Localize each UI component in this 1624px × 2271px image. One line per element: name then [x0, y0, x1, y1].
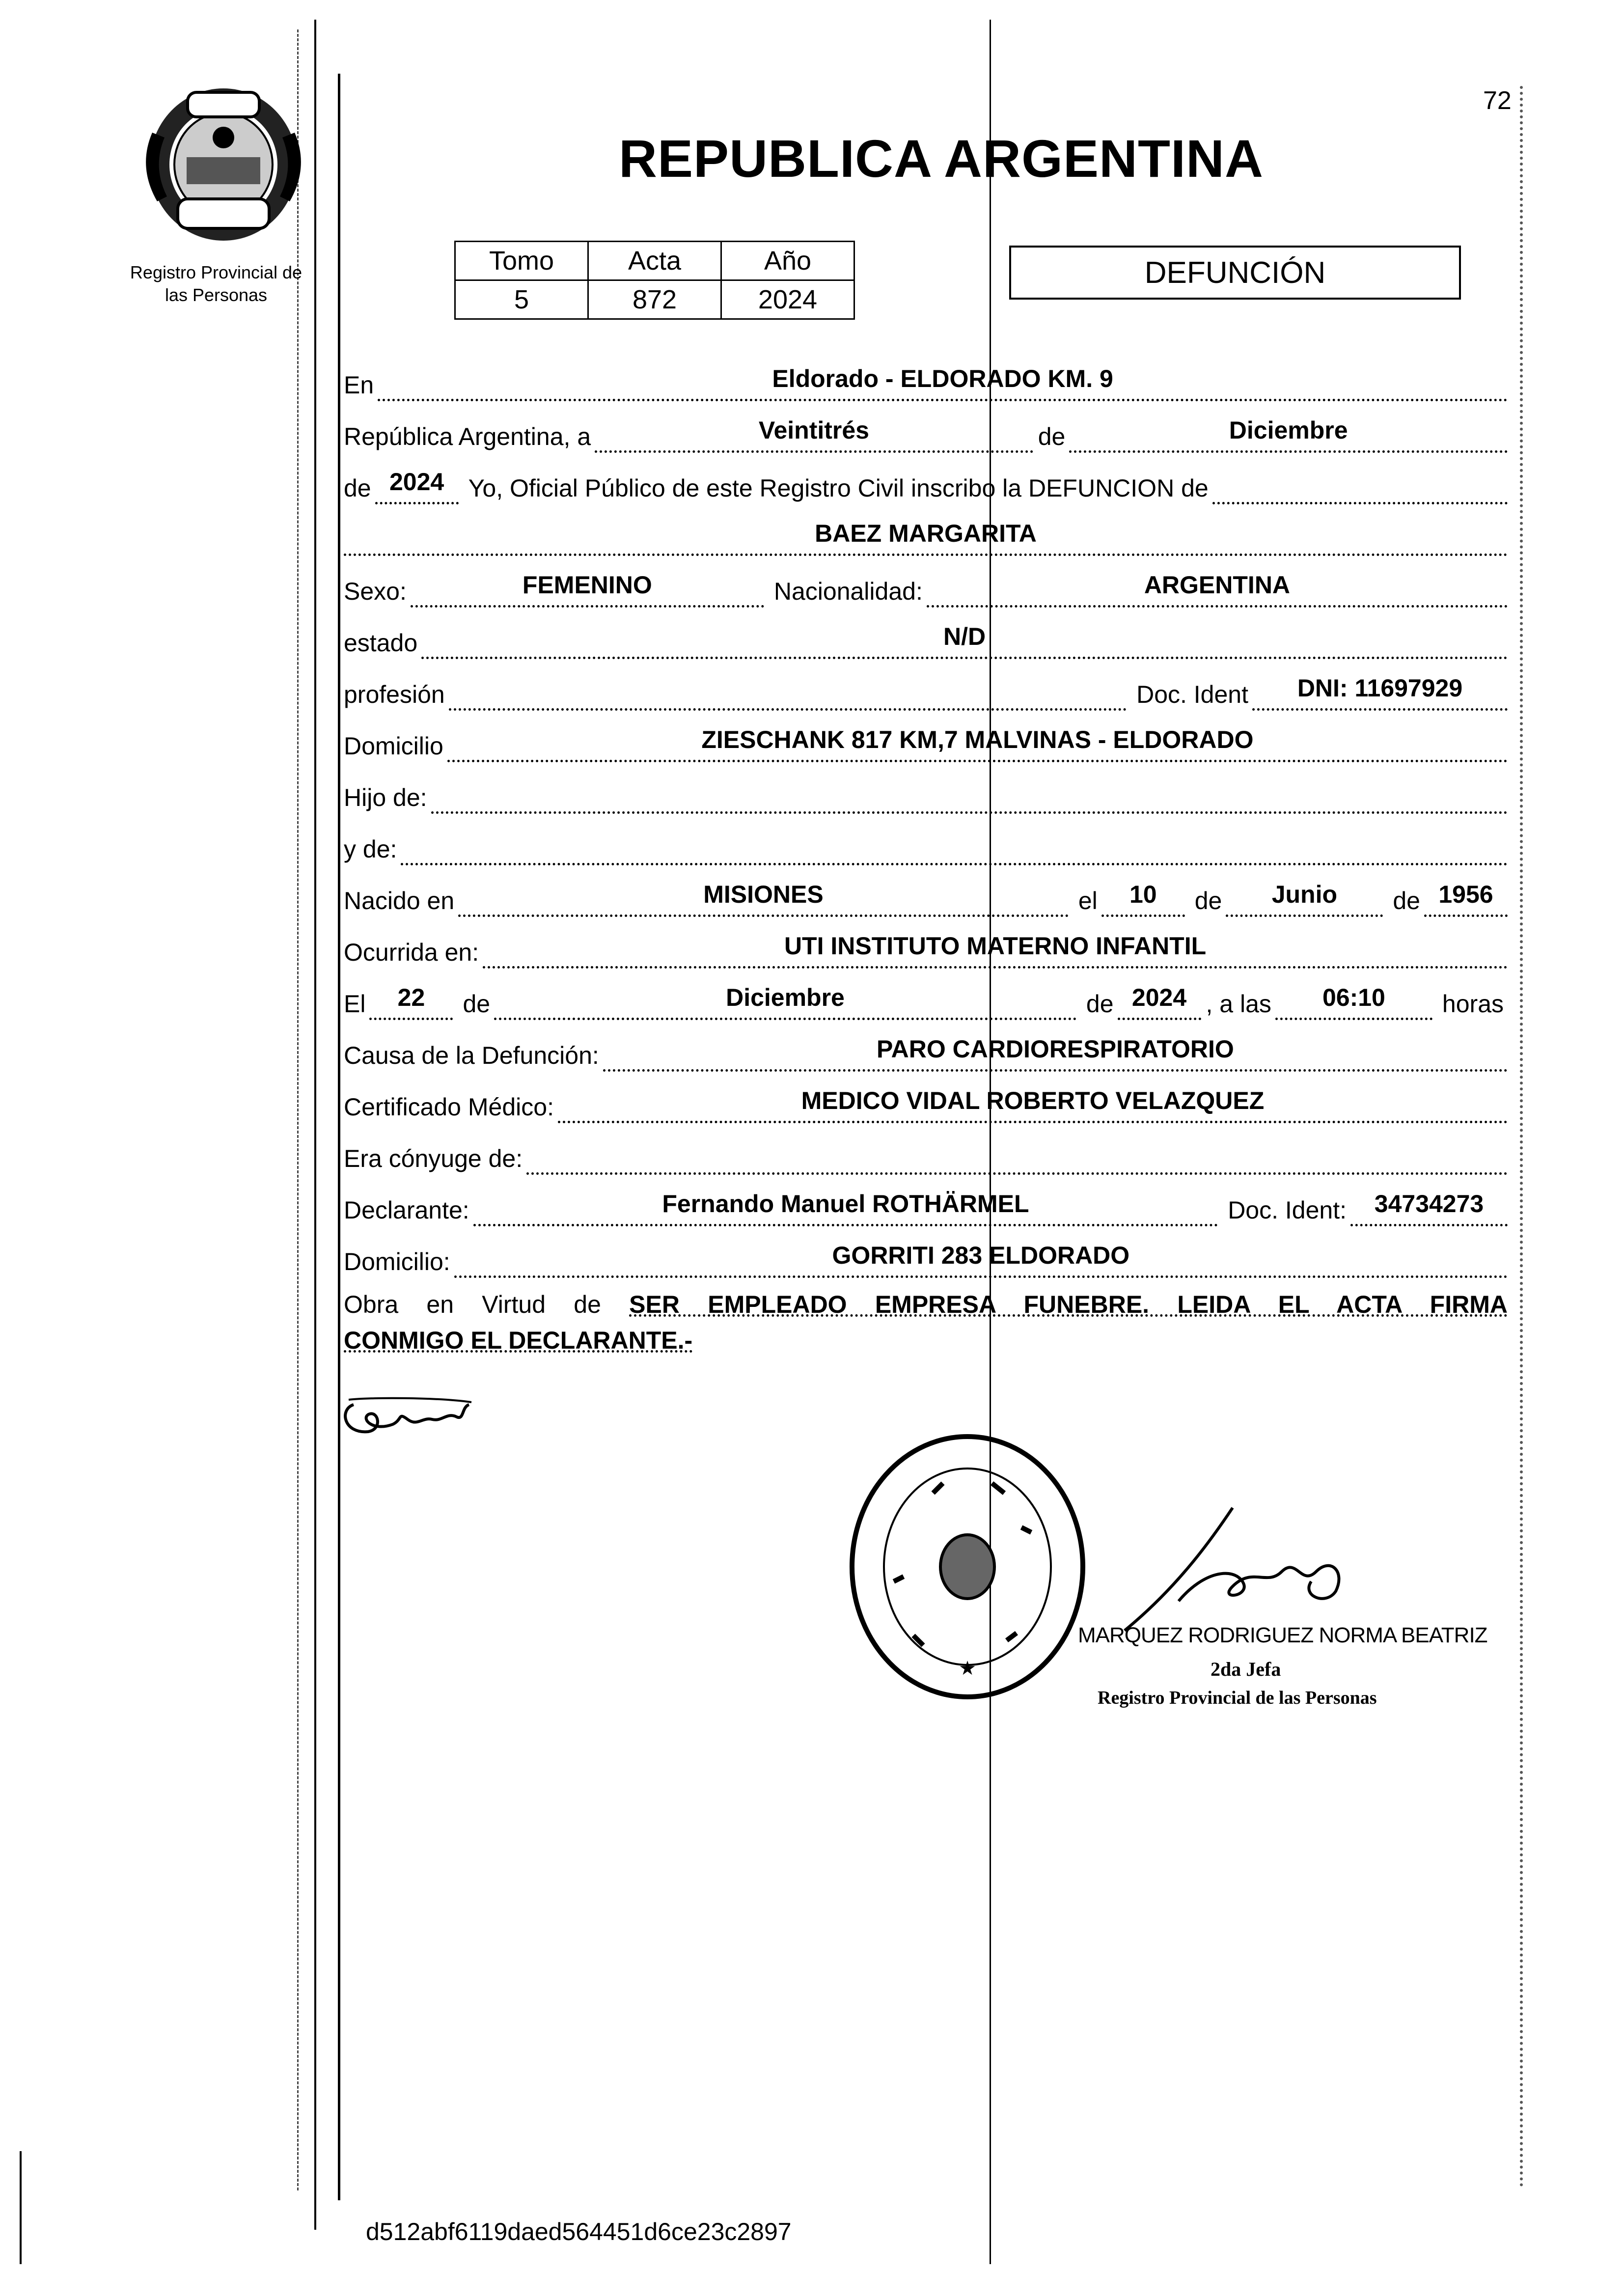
value-ocurrida: UTI INSTITUTO MATERNO INFANTIL — [784, 932, 1207, 960]
field-birth-month — [1226, 878, 1383, 917]
record-table — [454, 241, 855, 320]
field-conyuge — [526, 1136, 1508, 1175]
value-death-day: 22 — [397, 984, 425, 1011]
label-ocurrida: Ocurrida en: — [344, 939, 479, 966]
field-yde — [401, 826, 1508, 865]
crest-caption — [113, 261, 319, 306]
label-horas: horas — [1442, 990, 1504, 1018]
label-de-death-year: de — [1086, 990, 1114, 1018]
value-birth-year: 1956 — [1438, 881, 1493, 908]
value-birth-month: Junio — [1271, 881, 1338, 908]
left-binding-line — [314, 20, 316, 2230]
row-deceased — [344, 521, 1508, 560]
document-hash: d512abf6119daed564451d6ce23c2897 — [366, 2218, 792, 2245]
label-profesion: profesión — [344, 681, 445, 708]
field-year — [375, 465, 459, 504]
document-type-box: DEFUNCIÓN — [1009, 246, 1461, 300]
row-ocurrida — [344, 933, 1508, 972]
record-header-row — [455, 242, 854, 280]
left-binding-dashed-line — [297, 29, 299, 2190]
value-day-words: Veintitrés — [758, 416, 869, 444]
header-acta: Acta — [588, 242, 721, 280]
value-tomo: 5 — [455, 280, 588, 319]
field-sexo — [411, 568, 764, 608]
signatory-role: 2da Jefa — [1211, 1658, 1281, 1680]
label-el: el — [1078, 887, 1098, 914]
right-margin-line — [1520, 86, 1523, 2188]
label-estado: estado — [344, 629, 418, 657]
field-birth-year — [1424, 878, 1508, 917]
row-fecha — [344, 417, 1508, 457]
label-yde: y de: — [344, 835, 397, 863]
label-year-prefix: de — [344, 474, 371, 502]
signatory-name: MARQUEZ RODRIGUEZ NORMA BEATRIZ — [1078, 1623, 1487, 1647]
stamp-star-icon: ★ — [959, 1657, 976, 1680]
field-death-time — [1275, 981, 1432, 1020]
field-profesion — [449, 671, 1127, 711]
value-nacionalidad: ARGENTINA — [1144, 571, 1291, 599]
value-certificado: MEDICO VIDAL ROBERTO VELAZQUEZ — [801, 1087, 1265, 1114]
row-conyuge — [344, 1139, 1508, 1179]
row-en — [344, 366, 1508, 405]
field-nacido-en — [458, 878, 1069, 917]
value-declarante-doc: 34734273 — [1374, 1190, 1484, 1218]
label-domicilio: Domicilio — [344, 732, 443, 760]
value-deceased: BAEZ MARGARITA — [815, 520, 1037, 547]
field-causa — [603, 1032, 1508, 1072]
label-yo: Yo, Oficial Público de este Registro Civil inscribo la DEFUNCION de — [468, 474, 1209, 502]
value-acta: 872 — [588, 280, 721, 319]
label-nacido: Nacido en — [344, 887, 455, 914]
row-yde — [344, 830, 1508, 869]
field-deceased — [344, 517, 1508, 556]
row-sexo — [344, 572, 1508, 611]
declarant-signature — [339, 1390, 476, 1444]
value-sexo: FEMENINO — [522, 571, 652, 599]
page-title: REPUBLICA ARGENTINA — [619, 129, 1264, 188]
field-hijo — [431, 775, 1508, 814]
signatory-organization: Registro Provincial de las Personas — [1098, 1688, 1377, 1708]
row-fecha-defuncion — [344, 985, 1508, 1024]
crest-caption-line2: las Personas — [165, 285, 268, 305]
row-estado — [344, 624, 1508, 663]
label-republica: República Argentina, a — [344, 423, 591, 450]
value-place: Eldorado - ELDORADO KM. 9 — [772, 365, 1113, 392]
left-margin-line — [338, 74, 340, 2200]
field-death-day — [369, 981, 453, 1020]
label-hijo: Hijo de: — [344, 784, 427, 811]
label-sexo: Sexo: — [344, 578, 407, 605]
field-estado — [421, 620, 1508, 659]
value-nacido-en: MISIONES — [703, 881, 824, 908]
label-certificado: Certificado Médico: — [344, 1093, 554, 1121]
field-day-words — [595, 414, 1033, 453]
field-doc — [1252, 671, 1508, 711]
value-obra-line2: CONMIGO EL DECLARANTE.- — [344, 1327, 693, 1354]
row-profesion — [344, 675, 1508, 715]
field-certificado — [558, 1084, 1508, 1123]
value-doc: DNI: 11697929 — [1297, 674, 1463, 702]
label-alas: , a las — [1206, 990, 1271, 1018]
value-year: 2024 — [389, 468, 444, 496]
label-domicilio2: Domicilio: — [344, 1248, 450, 1275]
label-en: En — [344, 371, 374, 399]
value-estado: N/D — [943, 623, 986, 650]
field-month — [1069, 414, 1508, 453]
row-year — [344, 469, 1508, 508]
field-place — [378, 362, 1508, 401]
row-domicilio-declarante — [344, 1243, 1508, 1282]
field-nacionalidad — [927, 568, 1508, 608]
row-declarante — [344, 1191, 1508, 1230]
field-death-month — [494, 981, 1076, 1020]
field-domicilio2 — [454, 1239, 1508, 1278]
value-death-year: 2024 — [1131, 984, 1187, 1011]
record-value-row — [455, 280, 854, 319]
label-doc: Doc. Ident — [1136, 681, 1248, 708]
field-ocurrida — [483, 929, 1508, 969]
header-ano: Año — [721, 242, 854, 280]
label-El: El — [344, 990, 366, 1018]
value-domicilio: ZIESCHANK 817 KM,7 MALVINAS - ELDORADO — [701, 726, 1254, 753]
label-de-death: de — [463, 990, 491, 1018]
field-death-year — [1118, 981, 1201, 1020]
label-nacionalidad: Nacionalidad: — [773, 578, 923, 605]
edge-mark-line — [20, 2151, 22, 2264]
official-signature — [1105, 1498, 1380, 1635]
row-causa — [344, 1036, 1508, 1076]
field-declarante — [473, 1187, 1218, 1226]
official-stamp — [845, 1429, 1090, 1704]
label-de: de — [1038, 423, 1066, 450]
row-nacido — [344, 882, 1508, 921]
page-number: 72 — [1483, 86, 1512, 115]
label-obra: Obra en Virtud de — [344, 1291, 601, 1318]
value-ano: 2024 — [721, 280, 854, 319]
header-tomo: Tomo — [455, 242, 588, 280]
value-causa: PARO CARDIORESPIRATORIO — [876, 1035, 1234, 1063]
field-blank-end — [1212, 465, 1508, 504]
row-certificado — [344, 1088, 1508, 1127]
row-hijo — [344, 778, 1508, 818]
label-de-birth-year: de — [1393, 887, 1420, 914]
value-death-time: 06:10 — [1322, 984, 1385, 1011]
value-domicilio2: GORRITI 283 ELDORADO — [832, 1242, 1130, 1269]
value-obra-line1: SER EMPLEADO EMPRESA FUNEBRE. LEIDA EL ACTA FIRMA — [629, 1291, 1508, 1318]
label-de-birth: de — [1194, 887, 1222, 914]
value-birth-day: 10 — [1129, 881, 1157, 908]
value-declarante: Fernando Manuel ROTHÄRMEL — [662, 1190, 1029, 1218]
crest-caption-line1: Registro Provincial de — [130, 262, 303, 282]
label-conyuge: Era cónyuge de: — [344, 1145, 523, 1172]
row-domicilio — [344, 727, 1508, 766]
label-declarante-doc: Doc. Ident: — [1228, 1196, 1347, 1224]
field-declarante-doc — [1350, 1187, 1508, 1226]
obra-en-virtud — [344, 1286, 1508, 1323]
value-death-month: Diciembre — [726, 984, 845, 1011]
provincial-crest-logo — [142, 83, 304, 250]
field-domicilio — [447, 723, 1508, 762]
label-declarante: Declarante: — [344, 1196, 469, 1224]
label-causa: Causa de la Defunción: — [344, 1042, 599, 1069]
field-birth-day — [1101, 878, 1185, 917]
value-month: Diciembre — [1229, 416, 1348, 444]
